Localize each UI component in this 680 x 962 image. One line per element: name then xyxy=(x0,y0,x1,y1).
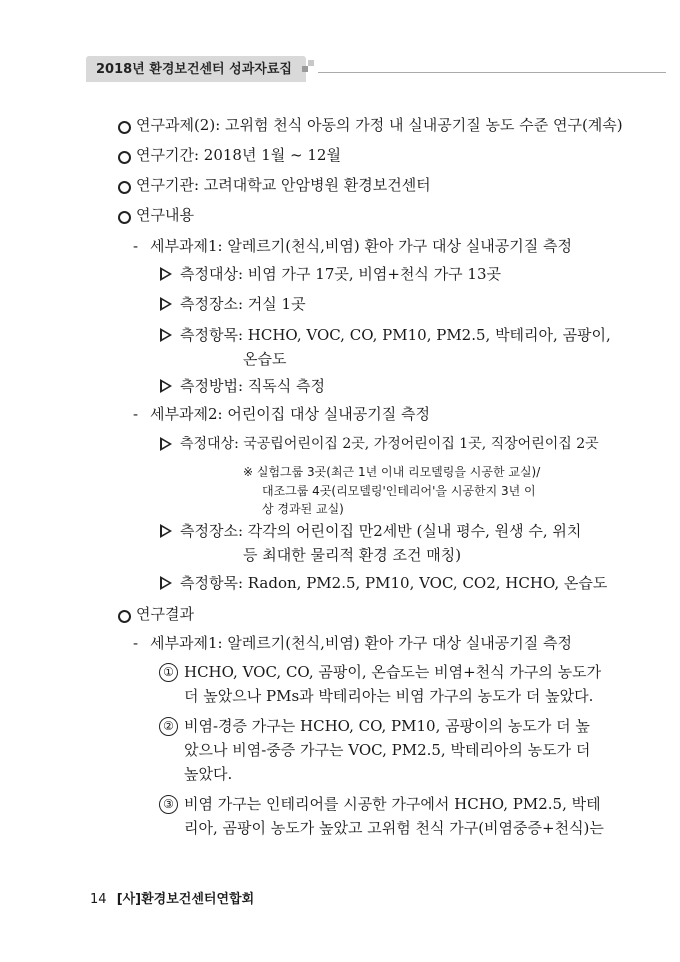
triangle-bullet-icon xyxy=(160,379,172,393)
sub2-target: 측정대상: 국공립어린이집 2곳, 가정어린이집 1곳, 직장어린이집 2곳 xyxy=(180,436,599,452)
circle-bullet-icon xyxy=(118,151,131,164)
content-heading: 연구내용 xyxy=(136,206,194,224)
circle-bullet-icon xyxy=(118,121,131,134)
results-sub1-heading: 세부과제1: 알레르기(천식,비염) 환아 가구 대상 실내공기질 측정 xyxy=(150,634,572,652)
sub1-target: 측정대상: 비염 가구 17곳, 비염+천식 가구 13곳 xyxy=(180,265,502,283)
research-period: 연구기간: 2018년 1월 ~ 12월 xyxy=(136,146,341,164)
research-institution: 연구기관: 고려대학교 안암병원 환경보건센터 xyxy=(136,176,431,194)
sub2-heading: 세부과제2: 어린이집 대상 실내공기질 측정 xyxy=(150,405,431,423)
dash-marker: - xyxy=(133,237,139,255)
circle-bullet-icon xyxy=(118,181,131,194)
triangle-bullet-icon xyxy=(160,576,172,590)
sub2-place-line2: 등 최대한 물리적 환경 조건 매칭) xyxy=(243,546,462,564)
page-number: 14 xyxy=(90,892,107,907)
sub1-place: 측정장소: 거실 1곳 xyxy=(180,295,306,313)
result-number-2: ② xyxy=(159,717,178,736)
sub2-note-line1: ※ 실험그룹 3곳(최근 1년 이내 리모델링을 시공한 교실)/ xyxy=(243,465,541,479)
page-footer xyxy=(90,888,254,907)
result2-line1: 비염-경증 가구는 HCHO, CO, PM10, 곰팡이의 농도가 더 높 xyxy=(184,717,590,735)
result3-line1: 비염 가구는 인테리어를 시공한 가구에서 HCHO, PM2.5, 박테 xyxy=(184,795,601,813)
result3-line2: 리아, 곰팡이 농도가 높았고 고위험 천식 가구(비염중증+천식)는 xyxy=(184,819,604,837)
triangle-bullet-icon xyxy=(160,524,172,538)
sub2-note-line2: 대조그룹 4곳(리모델링'인테리어'을 시공한지 3년 이 xyxy=(262,484,536,498)
triangle-bullet-icon xyxy=(160,297,172,311)
footer-org: [사]환경보건센터연합회 xyxy=(116,892,255,907)
result2-line2: 았으나 비염-중증 가구는 VOC, PM2.5, 박테리아의 농도가 더 xyxy=(184,741,591,759)
sub1-items-line1: 측정항목: HCHO, VOC, CO, PM10, PM2.5, 박테리아, 곰팡이, xyxy=(180,326,611,344)
project-title: 연구과제(2): 고위험 천식 아동의 가정 내 실내공기질 농도 수준 연구(계속) xyxy=(136,116,623,134)
sub2-note-line3: 상 경과된 교실) xyxy=(262,502,344,516)
page-header xyxy=(86,56,666,84)
dash-marker: - xyxy=(133,634,139,652)
result-number-1: ① xyxy=(159,663,178,682)
sub1-method: 측정방법: 직독식 측정 xyxy=(180,377,326,395)
circle-bullet-icon xyxy=(118,211,131,224)
circle-bullet-icon xyxy=(118,610,131,623)
triangle-bullet-icon xyxy=(160,328,172,342)
sub2-items: 측정항목: Radon, PM2.5, PM10, VOC, CO2, HCHO, 온습도 xyxy=(180,574,608,592)
result1-line2: 더 높았으나 PMs과 박테리아는 비염 가구의 농도가 더 높았다. xyxy=(184,687,594,705)
header-title: 2018년 환경보건센터 성과자료집 xyxy=(86,56,306,82)
result1-line1: HCHO, VOC, CO, 곰팡이, 온습도는 비염+천식 가구의 농도가 xyxy=(184,663,602,681)
sub1-items-line2: 온습도 xyxy=(243,350,287,368)
sub2-place-line1: 측정장소: 각각의 어린이집 만2세반 (실내 평수, 원생 수, 위치 xyxy=(180,522,582,540)
header-rule xyxy=(318,72,666,73)
triangle-bullet-icon xyxy=(160,267,172,281)
result2-line3: 높았다. xyxy=(184,765,233,783)
result-number-3: ③ xyxy=(159,795,178,814)
sub1-heading: 세부과제1: 알레르기(천식,비염) 환아 가구 대상 실내공기질 측정 xyxy=(150,237,572,255)
dash-marker: - xyxy=(133,405,139,423)
triangle-bullet-icon xyxy=(160,437,172,451)
results-heading: 연구결과 xyxy=(136,605,194,623)
